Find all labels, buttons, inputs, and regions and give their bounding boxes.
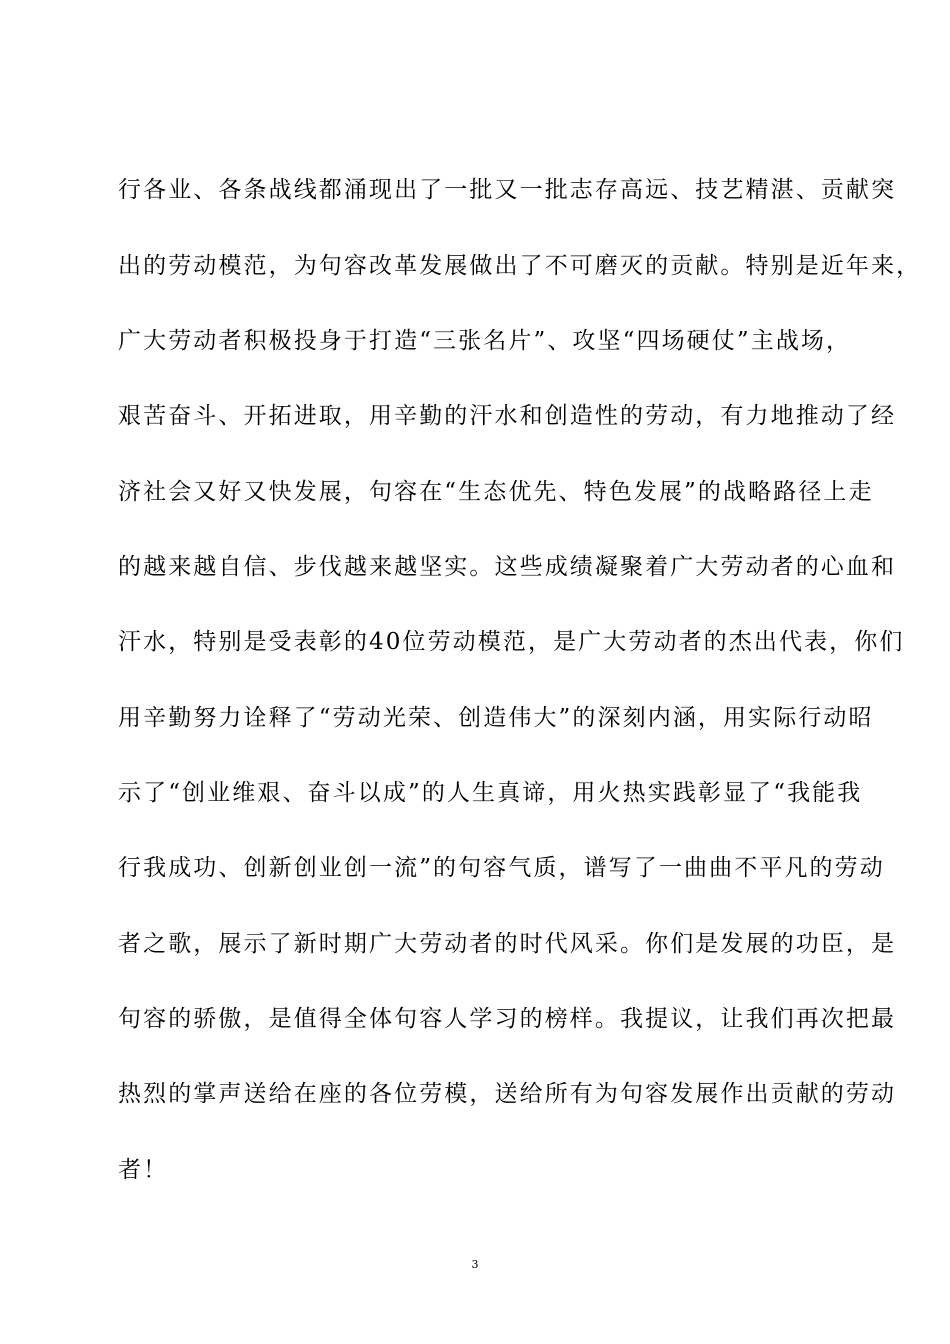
body-text-line: 的越来越自信、步伐越来越坚实。这些成绩凝聚着广大劳动者的心血和	[118, 554, 897, 580]
body-text-line: 出的劳动模范，为句容改革发展做出了不可磨灭的贡献。特别是近年来，	[118, 253, 922, 279]
body-text-line: 者！	[118, 1157, 169, 1183]
body-text-line: 广大劳动者积极投身于打造“三张名片”、攻坚“四场硬仗”主战场，	[118, 328, 852, 354]
body-text-line: 行我成功、创新创业创一流”的句容气质，谱写了一曲曲不平凡的劳动	[118, 855, 885, 881]
page-number: 3	[471, 1258, 479, 1271]
body-text-line: 用辛勤努力诠释了“劳动光荣、创造伟大”的深刻内涵，用实际行动昭	[118, 705, 874, 731]
body-text-line: 汗水，特别是受表彰的40位劳动模范，是广大劳动者的杰出代表，你们	[118, 629, 905, 655]
body-text-line: 者之歌，展示了新时期广大劳动者的时代风采。你们是发展的功臣，是	[118, 931, 897, 957]
body-text-line: 示了“创业维艰、奋斗以成”的人生真谛，用火热实践彰显了“我能我	[118, 780, 863, 806]
body-text-line: 济社会又好又快发展，句容在“生态优先、特色发展”的战略路径上走	[118, 479, 874, 505]
body-text-line: 热烈的掌声送给在座的各位劳模，送给所有为句容发展作出贡献的劳动	[118, 1081, 897, 1107]
body-text-line: 句容的骄傲，是值得全体句容人学习的榜样。我提议，让我们再次把最	[118, 1006, 897, 1032]
body-text-line: 行各业、各条战线都涌现出了一批又一批志存高远、技艺精湛、贡献突	[118, 177, 897, 203]
body-text-line: 艰苦奋斗、开拓进取，用辛勤的汗水和创造性的劳动，有力地推动了经	[118, 403, 897, 429]
